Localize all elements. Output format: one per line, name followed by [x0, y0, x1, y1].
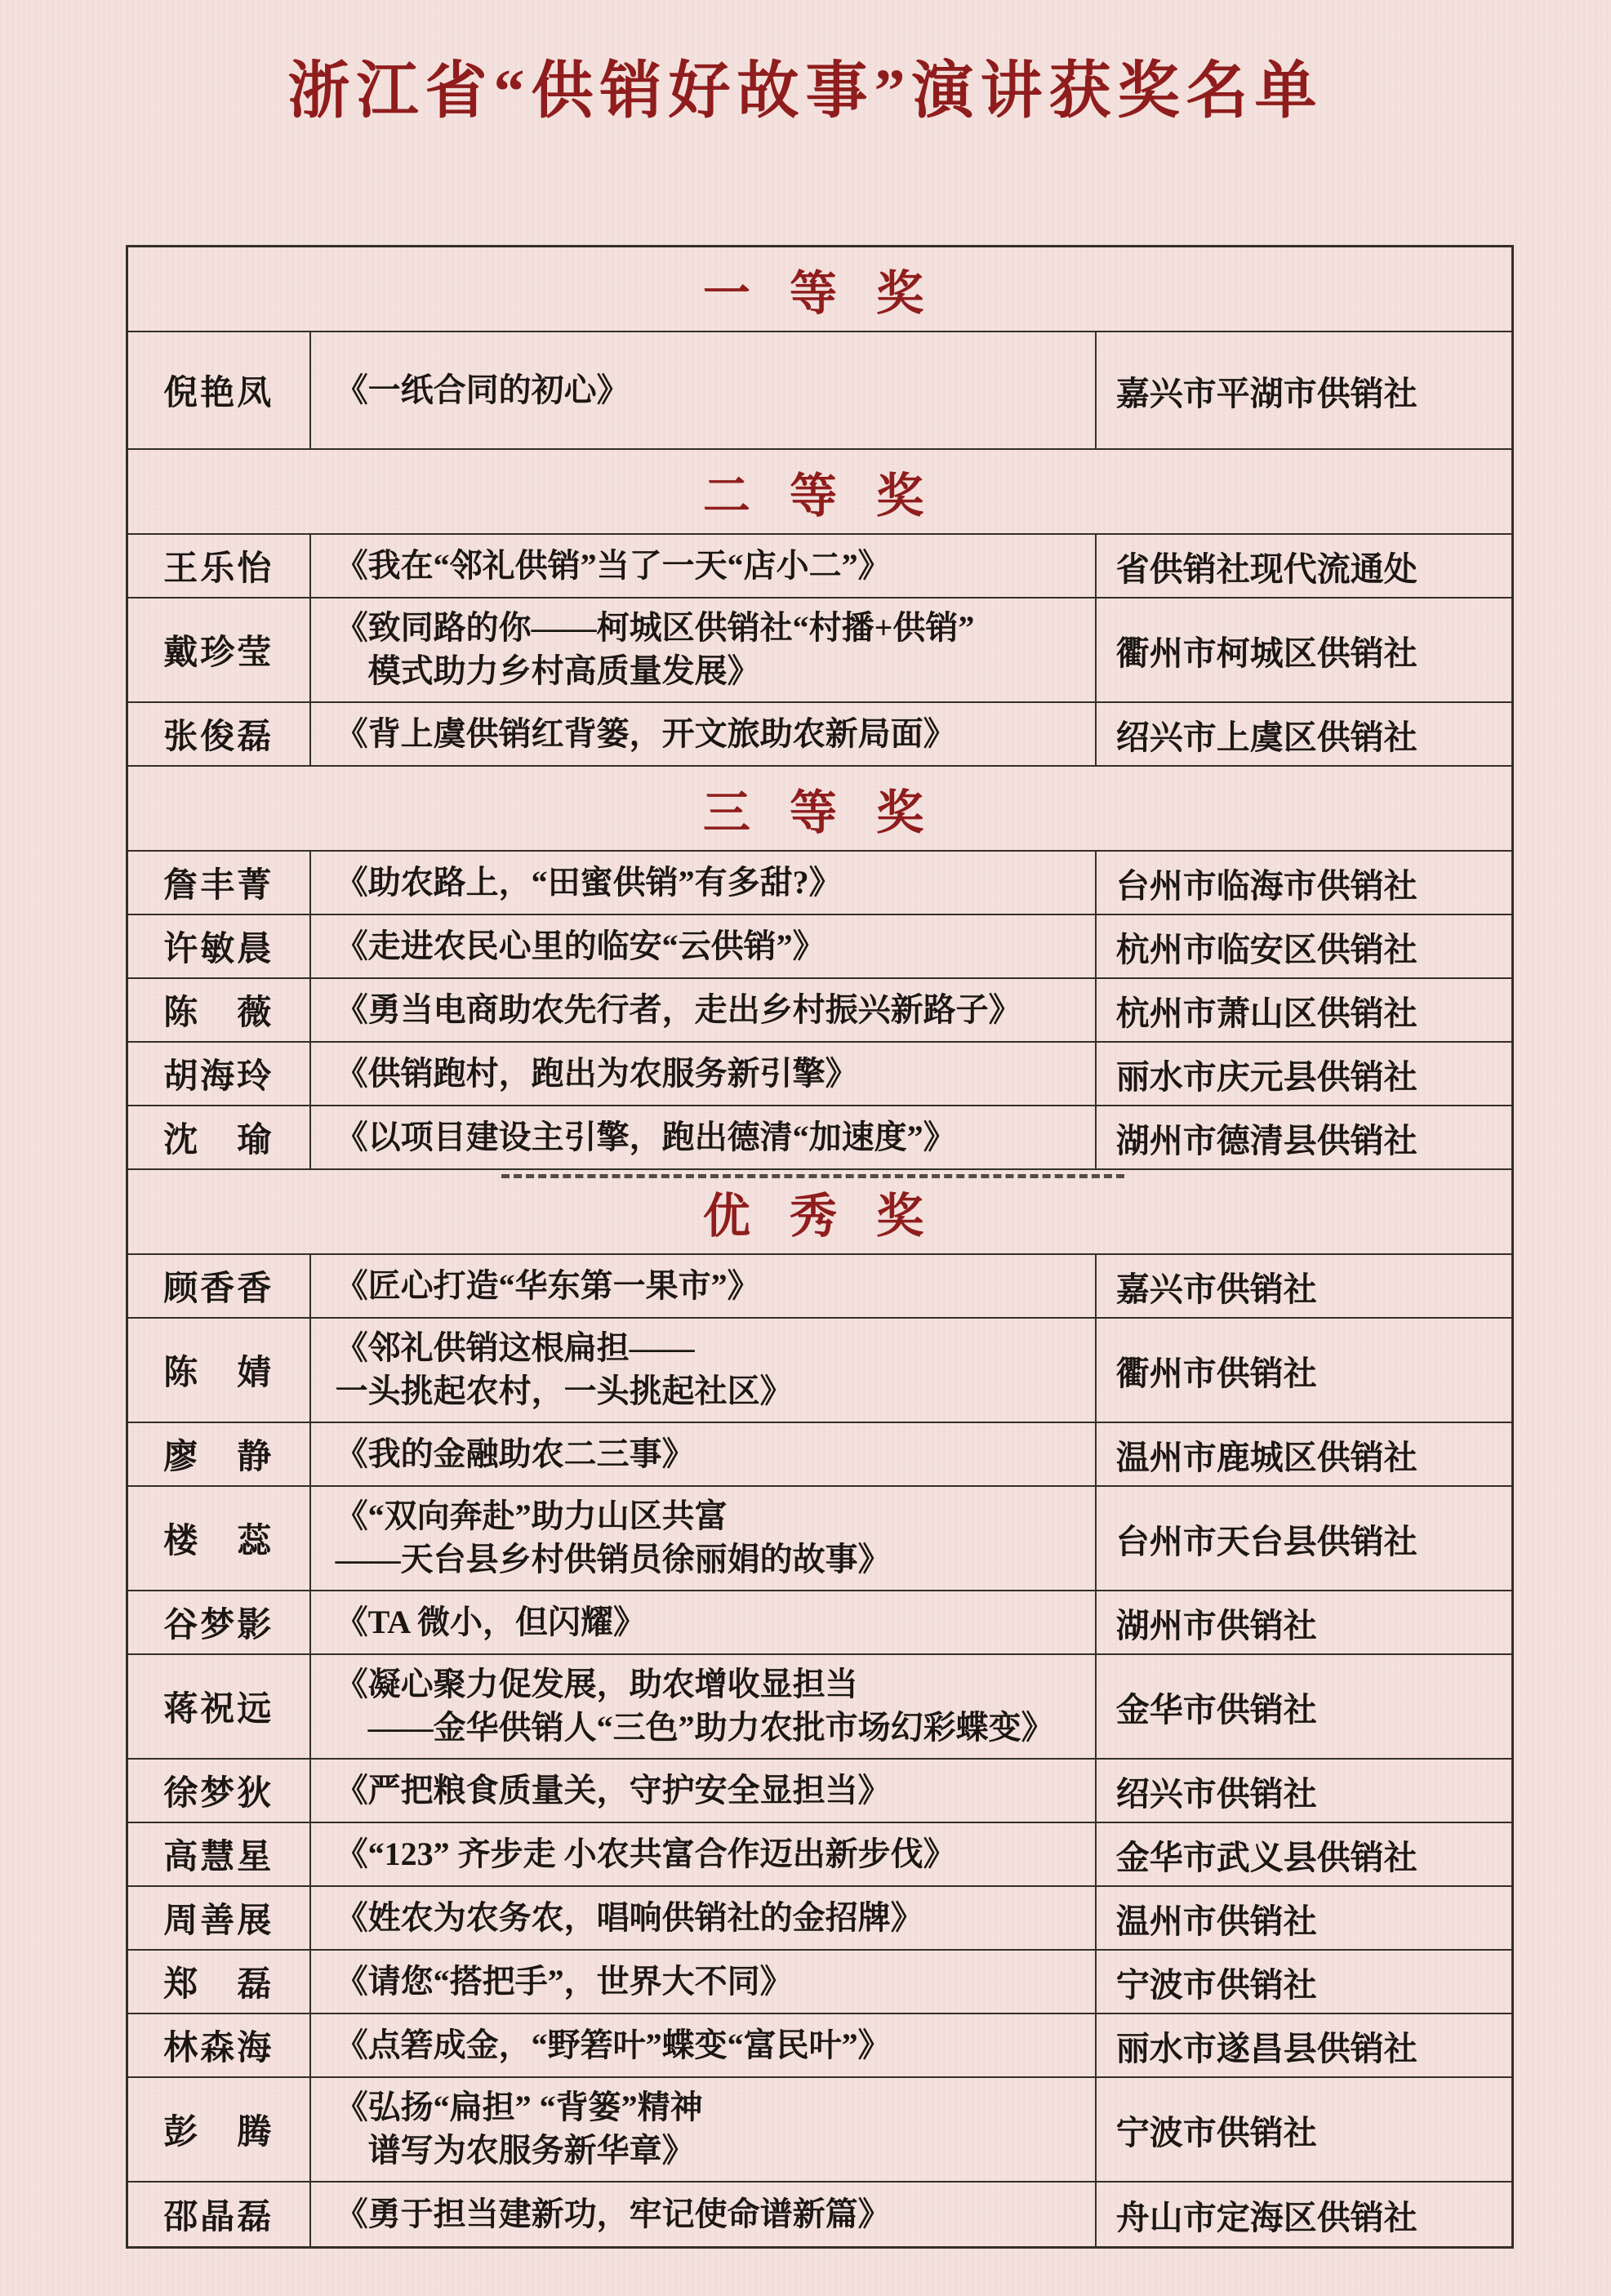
- speech-title-line: 《“双向奔赴”助力山区共富: [335, 1497, 728, 1535]
- winner-organization: 衢州市柯城区供销社: [1115, 634, 1417, 672]
- speech-title-line: 《供销跑村，跑出为农服务新引擎》: [335, 1054, 858, 1092]
- table-row: [128, 1655, 1511, 1760]
- winner-organization: 温州市鹿城区供销社: [1115, 1438, 1417, 1476]
- winner-organization: 宁波市供销社: [1115, 2113, 1317, 2151]
- speech-title-line: 谱写为农服务新华章》: [335, 2132, 695, 2169]
- winner-name: 倪艳凤: [128, 332, 311, 448]
- winner-organization: 丽水市遂昌县供销社: [1115, 2029, 1417, 2067]
- award-table: [126, 245, 1514, 2249]
- speech-title-line: 模式助力乡村高质量发展》: [335, 652, 760, 689]
- page-title: 浙江省“供销好故事”演讲获奖名单: [287, 57, 1324, 126]
- table-row: [128, 1487, 1511, 1591]
- winner-organization: 绍兴市上虞区供销社: [1115, 718, 1417, 756]
- table-row: [128, 2014, 1511, 2078]
- winner-name: 廖 静: [128, 1423, 311, 1485]
- table-row: [128, 852, 1511, 915]
- table-row: [128, 915, 1511, 979]
- speech-title: [311, 2183, 1097, 2246]
- speech-title-line: 《点箬成金，“野箬叶”蝶变“富民叶”》: [335, 2026, 891, 2063]
- winner-organization: 宁波市供销社: [1115, 1965, 1317, 2004]
- winner-name: 谷梦影: [128, 1591, 311, 1653]
- speech-title-line: 一头挑起农村，一头挑起社区》: [335, 1373, 793, 1409]
- table-row: [128, 598, 1511, 703]
- speech-title-line: 《我的金融助农二三事》: [335, 1435, 695, 1472]
- speech-title: [311, 332, 1097, 448]
- speech-title-line: 《邻礼供销这根扁担——: [335, 1329, 695, 1367]
- speech-title: [311, 979, 1097, 1041]
- table-row: [128, 1319, 1511, 1423]
- winner-organization: 台州市临海市供销社: [1115, 866, 1417, 905]
- winner-name: 楼 蕊: [128, 1487, 311, 1590]
- winner-name: 胡海玲: [128, 1043, 311, 1105]
- winner-organization: 湖州市德清县供销社: [1115, 1121, 1417, 1159]
- table-row: [128, 535, 1511, 598]
- speech-title-line: 《勇当电商助农先行者，走出乡村振兴新路子》: [335, 990, 1021, 1028]
- table-row: [128, 1043, 1511, 1106]
- section-header-label: 一 等 奖: [702, 267, 937, 320]
- section-header-label: 优 秀 奖: [702, 1190, 937, 1243]
- speech-title: [311, 1655, 1097, 1758]
- winner-name: 张俊磊: [128, 703, 311, 765]
- winner-name: 林森海: [128, 2014, 311, 2076]
- speech-title: [311, 1319, 1097, 1422]
- speech-title-line: 《走进农民心里的临安“云供销”》: [335, 927, 826, 964]
- section-header: [128, 1170, 1511, 1255]
- speech-title-line: 《助农路上，“田蜜供销”有多甜?》: [335, 863, 842, 901]
- speech-title-line: 《以项目建设主引擎，跑出德清“加速度”》: [335, 1118, 956, 1155]
- table-row: [128, 2078, 1511, 2183]
- speech-title-line: 《严把粮食质量关，守护安全显担当》: [335, 1771, 891, 1809]
- speech-title: [311, 852, 1097, 914]
- speech-title: [311, 1823, 1097, 1885]
- section-header: [128, 247, 1511, 332]
- winner-organization: 杭州市临安区供销社: [1115, 930, 1417, 968]
- winner-name: 陈 薇: [128, 979, 311, 1041]
- table-row: [128, 703, 1511, 767]
- winner-organization: 嘉兴市平湖市供销社: [1115, 374, 1417, 412]
- winner-name: 高慧星: [128, 1823, 311, 1885]
- winner-name: 彭 腾: [128, 2078, 311, 2181]
- winner-name: 沈 瑜: [128, 1106, 311, 1168]
- speech-title: [311, 1760, 1097, 1822]
- winner-organization: 湖州市供销社: [1115, 1606, 1317, 1644]
- winner-organization: 杭州市萧山区供销社: [1115, 994, 1417, 1032]
- table-row: [128, 1951, 1511, 2014]
- speech-title: [311, 535, 1097, 597]
- speech-title: [311, 1487, 1097, 1590]
- winner-name: 顾香香: [128, 1255, 311, 1317]
- speech-title-line: 《一纸合同的初心》: [335, 371, 630, 408]
- speech-title-line: 《凝心聚力促发展，助农增收显担当: [335, 1666, 858, 1703]
- winner-name: 詹丰菁: [128, 852, 311, 914]
- table-row: [128, 332, 1511, 450]
- speech-title: [311, 598, 1097, 701]
- table-row: [128, 1823, 1511, 1887]
- section-header-label: 三 等 奖: [702, 786, 937, 839]
- speech-title-line: 《我在“邻礼供销”当了一天“店小二”》: [335, 546, 891, 584]
- winner-organization: 衢州市供销社: [1115, 1354, 1317, 1392]
- winner-organization: 金华市供销社: [1115, 1690, 1317, 1729]
- speech-title-line: ——金华供销人“三色”助力农批市场幻彩蝶变》: [335, 1709, 1054, 1746]
- speech-title-line: 《姓农为农务农，唱响供销社的金招牌》: [335, 1898, 923, 1936]
- winner-name: 周善展: [128, 1887, 311, 1949]
- speech-title: [311, 915, 1097, 977]
- table-row: [128, 1887, 1511, 1951]
- table-row: [128, 1255, 1511, 1319]
- speech-title-line: 《致同路的你——柯城区供销社“村播+供销”: [335, 609, 975, 647]
- table-row: [128, 979, 1511, 1043]
- winner-organization: 舟山市定海区供销社: [1115, 2198, 1417, 2236]
- table-row: [128, 1423, 1511, 1487]
- winner-organization: 嘉兴市供销社: [1115, 1270, 1317, 1308]
- winner-organization: 省供销社现代流通处: [1115, 550, 1417, 588]
- speech-title: [311, 1887, 1097, 1949]
- speech-title: [311, 1423, 1097, 1485]
- section-header: [128, 450, 1511, 535]
- winner-organization: 金华市武义县供销社: [1115, 1838, 1417, 1876]
- speech-title-line: 《“123” 齐步走 小农共富合作迈出新步伐》: [335, 1835, 956, 1872]
- winner-name: 陈 婧: [128, 1319, 311, 1422]
- table-row: [128, 1760, 1511, 1823]
- speech-title: [311, 703, 1097, 765]
- table-row: [128, 1106, 1511, 1170]
- speech-title: [311, 2078, 1097, 2181]
- winner-organization: 丽水市庆元县供销社: [1115, 1057, 1417, 1096]
- speech-title-line: 《勇于担当建新功，牢记使命谱新篇》: [335, 2195, 891, 2232]
- speech-title-line: 《匠心打造“华东第一果市”》: [335, 1266, 760, 1304]
- speech-title: [311, 2014, 1097, 2076]
- section-header: [128, 767, 1511, 852]
- table-row: [128, 1591, 1511, 1655]
- speech-title-line: 《TA 微小，但闪耀》: [335, 1603, 646, 1640]
- speech-title-line: 《请您“搭把手”，世界大不同》: [335, 1962, 793, 2000]
- winner-name: 徐梦狄: [128, 1760, 311, 1822]
- speech-title: [311, 1951, 1097, 2013]
- speech-title: [311, 1255, 1097, 1317]
- winner-organization: 温州市供销社: [1115, 1902, 1317, 1940]
- table-row: [128, 2183, 1511, 2246]
- winner-organization: 台州市天台县供销社: [1115, 1522, 1417, 1560]
- speech-title: [311, 1106, 1097, 1168]
- winner-name: 戴珍莹: [128, 598, 311, 701]
- winner-name: 王乐怡: [128, 535, 311, 597]
- winner-name: 蒋祝远: [128, 1655, 311, 1758]
- speech-title-line: 《背上虞供销红背篓，开文旅助农新局面》: [335, 714, 956, 752]
- speech-title: [311, 1591, 1097, 1653]
- section-header-label: 二 等 奖: [702, 469, 937, 523]
- winner-organization: 绍兴市供销社: [1115, 1774, 1317, 1813]
- winner-name: 邵晶磊: [128, 2183, 311, 2246]
- winner-name: 郑 磊: [128, 1951, 311, 2013]
- speech-title: [311, 1043, 1097, 1105]
- speech-title-line: 《弘扬“扁担” “背篓”精神: [335, 2089, 703, 2126]
- winner-name: 许敏晨: [128, 915, 311, 977]
- speech-title-line: ——天台县乡村供销员徐丽娟的故事》: [335, 1541, 891, 1577]
